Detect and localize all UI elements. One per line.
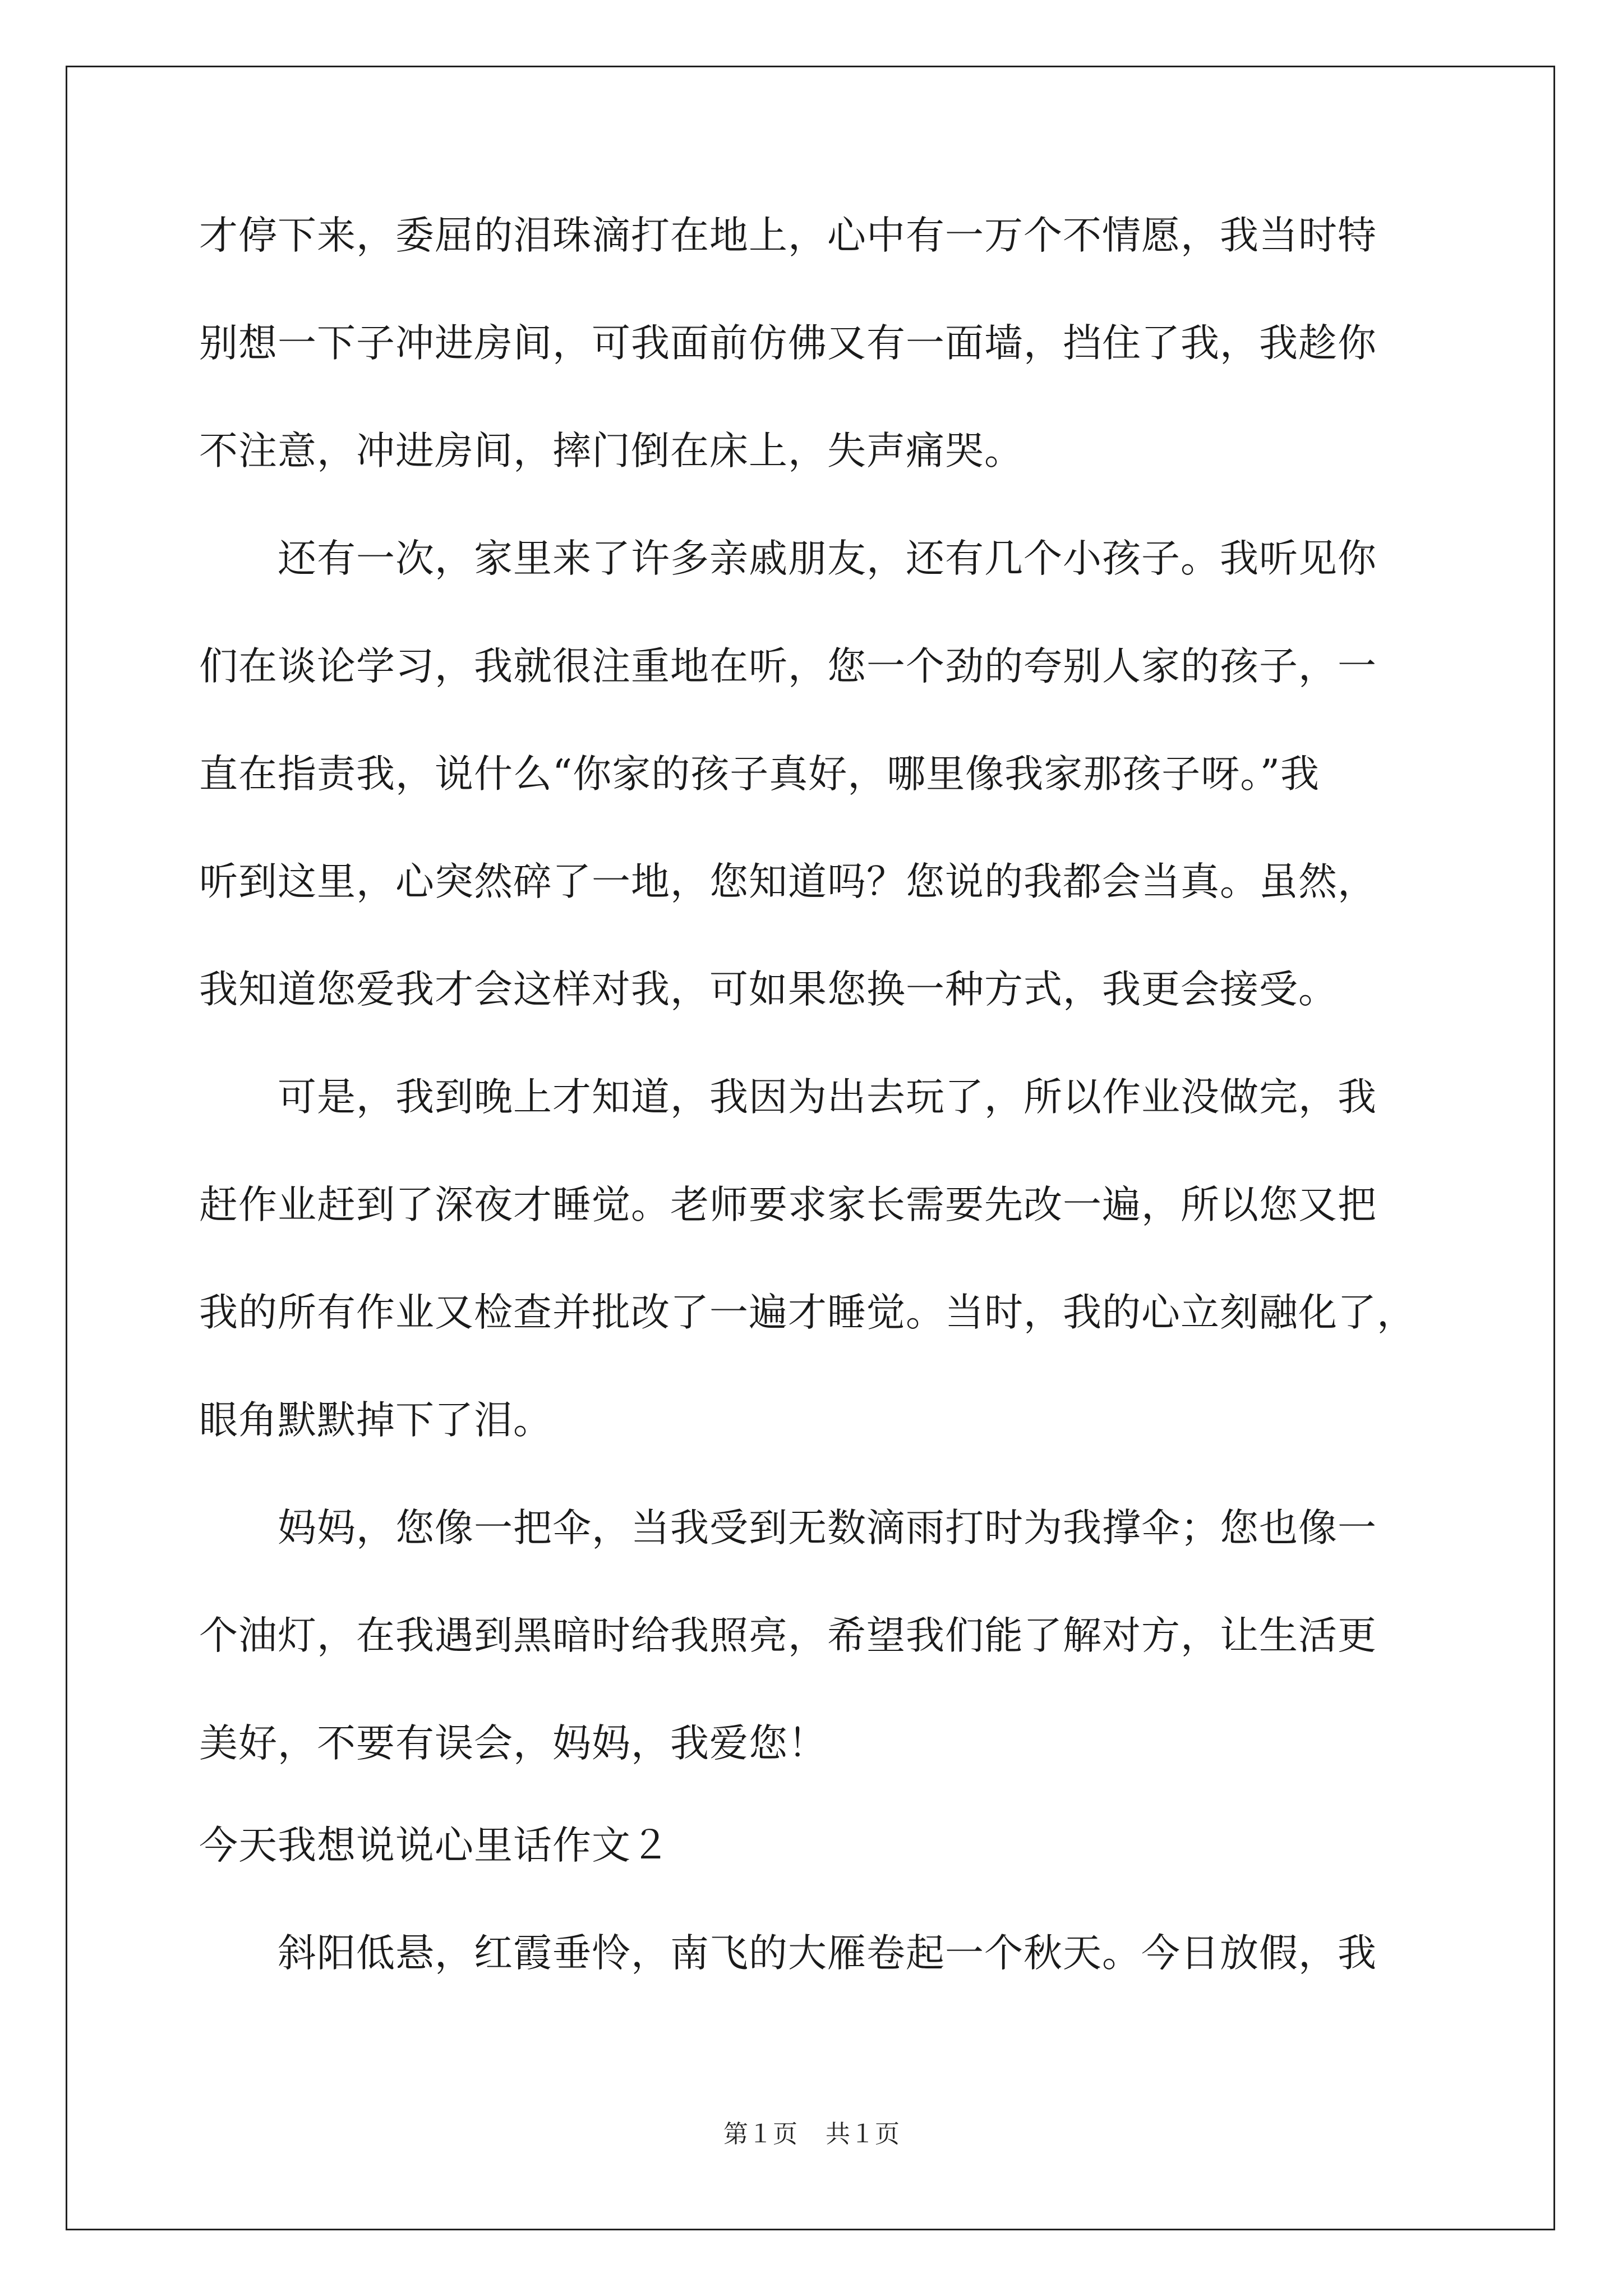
text-line: 不注意，冲进房间，摔门倒在床上，失声痛哭。 xyxy=(199,429,1023,473)
page-number: 第１页 xyxy=(723,2120,797,2148)
text-line: 可是，我到晚上才知道，我因为出去玩了，所以作业没做完，我 xyxy=(199,1075,1377,1120)
page-total: 共１页 xyxy=(826,2120,900,2148)
text-line: 妈妈，您像一把伞，当我受到无数滴雨打时为我撑伞；您也像一 xyxy=(199,1506,1377,1550)
text-line: 我知道您爱我才会这样对我，可如果您换一种方式，我更会接受。 xyxy=(199,967,1338,1012)
text-line: 斜阳低悬，红霞垂怜，南飞的大雁卷起一个秋天。今日放假，我 xyxy=(199,1931,1377,1976)
text-line: 才停下来，委屈的泪珠滴打在地上，心中有一万个不情愿，我当时特 xyxy=(199,213,1377,258)
section-heading: 今天我想说说心里话作文２ xyxy=(199,1823,670,1868)
text-line: 赶作业赶到了深夜才睡觉。老师要求家长需要先改一遍，所以您又把 xyxy=(199,1182,1377,1227)
page-border xyxy=(66,66,1555,2230)
text-line: 听到这里，心突然碎了一地，您知道吗？您说的我都会当真。虽然， xyxy=(199,859,1377,904)
text-line: 别想一下子冲进房间，可我面前仿佛又有一面墙，挡住了我，我趁你 xyxy=(199,321,1377,366)
text-line: 眼角默默掉下了泪。 xyxy=(199,1398,552,1443)
text-line: 我的所有作业又检查并批改了一遍才睡觉。当时，我的心立刻融化了， xyxy=(199,1290,1416,1335)
text-line: 还有一次，家里来了许多亲戚朋友，还有几个小孩子。我听见你 xyxy=(199,536,1377,581)
text-line: 美好，不要有误会，妈妈，我爱您！ xyxy=(199,1721,827,1766)
text-line: 直在指责我，说什么“你家的孩子真好，哪里像我家那孩子呀。”我 xyxy=(199,752,1320,797)
text-line: 个油灯，在我遇到黑暗时给我照亮，希望我们能了解对方，让生活更 xyxy=(199,1613,1377,1658)
page-footer xyxy=(0,2114,1623,2150)
text-line: 们在谈论学习，我就很注重地在听，您一个劲的夸别人家的孩子，一 xyxy=(199,644,1377,689)
